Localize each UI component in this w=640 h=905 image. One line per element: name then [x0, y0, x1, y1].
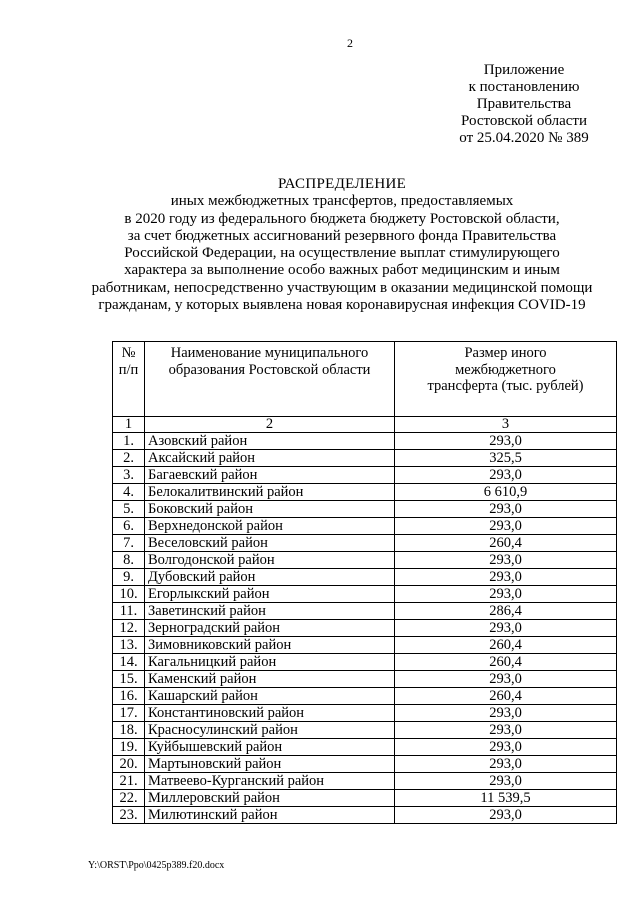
table-row [113, 654, 617, 671]
row-transfer-amount: 293,0 [395, 620, 617, 637]
table-header-row [113, 342, 617, 417]
title-line: гражданам, у которых выявлена новая коронавирусная инфекция COVID-19 [98, 297, 586, 314]
column-number-row [113, 417, 617, 433]
row-number: 20. [113, 756, 145, 773]
table-row [113, 773, 617, 790]
row-number: 17. [113, 705, 145, 722]
row-number: 22. [113, 790, 145, 807]
title-heading: РАСПРЕДЕЛЕНИЕ [277, 176, 407, 192]
row-number: 16. [113, 688, 145, 705]
table-row [113, 586, 617, 603]
table-row [113, 637, 617, 654]
appendix-line: Ростовской области [461, 113, 587, 129]
row-municipality: Зерноградский район [145, 620, 395, 637]
row-transfer-amount: 325,5 [395, 450, 617, 467]
file-path-footer: Y:\ORST\Ppo\0425p389.f20.docx [88, 860, 225, 871]
row-transfer-amount: 11 539,5 [395, 790, 617, 807]
row-municipality: Куйбышевский район [145, 739, 395, 756]
header-value [395, 342, 617, 417]
row-municipality: Боковский район [145, 501, 395, 518]
table-row [113, 790, 617, 807]
row-transfer-amount: 260,4 [395, 535, 617, 552]
column-number: 1 [113, 417, 145, 433]
row-municipality: Миллеровский район [145, 790, 395, 807]
row-municipality: Азовский район [145, 433, 395, 450]
column-number: 3 [395, 417, 617, 433]
row-number: 2. [113, 450, 145, 467]
header-name [145, 342, 395, 417]
row-municipality: Аксайский район [145, 450, 395, 467]
row-number: 11. [113, 603, 145, 620]
table-row [113, 705, 617, 722]
row-municipality: Верхнедонской район [145, 518, 395, 535]
page-number: 2 [347, 36, 353, 50]
column-number: 2 [145, 417, 395, 433]
row-transfer-amount: 293,0 [395, 722, 617, 739]
row-municipality: Заветинский район [145, 603, 395, 620]
header-value-line: межбюджетного [455, 361, 556, 378]
header-number-line: № [121, 345, 136, 361]
table-row [113, 535, 617, 552]
row-number: 12. [113, 620, 145, 637]
header-number-line: п/п [118, 361, 139, 378]
document-title [80, 176, 604, 314]
row-number: 21. [113, 773, 145, 790]
table-row [113, 450, 617, 467]
row-transfer-amount: 293,0 [395, 671, 617, 688]
row-transfer-amount: 260,4 [395, 637, 617, 654]
row-transfer-amount: 6 610,9 [395, 484, 617, 501]
row-municipality: Зимовниковский район [145, 637, 395, 654]
row-transfer-amount: 260,4 [395, 688, 617, 705]
table-row [113, 739, 617, 756]
appendix-line: Правительства [476, 96, 572, 112]
row-number: 13. [113, 637, 145, 654]
row-municipality: Веселовский район [145, 535, 395, 552]
header-name-line: Наименование муниципального [170, 345, 369, 361]
title-line: за счет бюджетных ассигнований резервного фонда Правительства [127, 227, 557, 244]
table-row [113, 501, 617, 518]
row-municipality: Красносулинский район [145, 722, 395, 739]
header-value-line: Размер иного [464, 345, 547, 361]
row-transfer-amount: 293,0 [395, 807, 617, 824]
allocation-table [112, 341, 617, 824]
table-row [113, 722, 617, 739]
row-municipality: Кашарский район [145, 688, 395, 705]
row-transfer-amount: 260,4 [395, 654, 617, 671]
row-transfer-amount: 286,4 [395, 603, 617, 620]
row-number: 15. [113, 671, 145, 688]
row-transfer-amount: 293,0 [395, 518, 617, 535]
row-municipality: Дубовский район [145, 569, 395, 586]
header-number [113, 342, 145, 417]
table-row [113, 671, 617, 688]
row-municipality: Егорлыкский район [145, 586, 395, 603]
header-name-line: образования Ростовской области [168, 361, 371, 378]
row-transfer-amount: 293,0 [395, 756, 617, 773]
row-number: 10. [113, 586, 145, 603]
row-transfer-amount: 293,0 [395, 705, 617, 722]
row-number: 19. [113, 739, 145, 756]
row-number: 5. [113, 501, 145, 518]
row-number: 8. [113, 552, 145, 569]
row-transfer-amount: 293,0 [395, 501, 617, 518]
table-row [113, 569, 617, 586]
table-row [113, 688, 617, 705]
title-line: Российской Федерации, на осуществление выплат стимулирующего [124, 245, 560, 262]
table-row [113, 518, 617, 535]
table-row [113, 433, 617, 450]
table-row [113, 603, 617, 620]
row-number: 1. [113, 433, 145, 450]
row-municipality: Милютинский район [145, 807, 395, 824]
row-number: 3. [113, 467, 145, 484]
row-number: 6. [113, 518, 145, 535]
row-transfer-amount: 293,0 [395, 467, 617, 484]
row-municipality: Каменский район [145, 671, 395, 688]
row-transfer-amount: 293,0 [395, 739, 617, 756]
row-municipality: Константиновский район [145, 705, 395, 722]
row-transfer-amount: 293,0 [395, 773, 617, 790]
appendix-block [440, 62, 608, 147]
row-number: 18. [113, 722, 145, 739]
row-transfer-amount: 293,0 [395, 433, 617, 450]
row-municipality: Волгодонской район [145, 552, 395, 569]
title-line: характера за выполнение особо важных работ медицинским и иным [124, 262, 560, 279]
table-row [113, 467, 617, 484]
title-line: работникам, непосредственно участвующим в оказании медицинской помощи [91, 279, 593, 296]
row-number: 7. [113, 535, 145, 552]
table-row [113, 552, 617, 569]
row-municipality: Мартыновский район [145, 756, 395, 773]
row-municipality: Багаевский район [145, 467, 395, 484]
title-line: в 2020 году из федерального бюджета бюджету Ростовской области, [124, 210, 560, 227]
row-number: 4. [113, 484, 145, 501]
table-row [113, 807, 617, 824]
row-transfer-amount: 293,0 [395, 586, 617, 603]
row-transfer-amount: 293,0 [395, 552, 617, 569]
row-number: 23. [113, 807, 145, 824]
table-row [113, 756, 617, 773]
row-municipality: Белокалитвинский район [145, 484, 395, 501]
appendix-line: от 25.04.2020 № 389 [459, 130, 589, 146]
appendix-line: Приложение [483, 62, 565, 78]
title-line: иных межбюджетных трансфертов, предоставляемых [170, 193, 514, 210]
header-value-line: трансферта (тыс. рублей) [427, 378, 584, 394]
row-number: 9. [113, 569, 145, 586]
row-number: 14. [113, 654, 145, 671]
table-row [113, 620, 617, 637]
appendix-line: к постановлению [468, 79, 580, 95]
row-municipality: Матвеево-Курганский район [145, 773, 395, 790]
row-transfer-amount: 293,0 [395, 569, 617, 586]
table-row [113, 484, 617, 501]
row-municipality: Кагальницкий район [145, 654, 395, 671]
